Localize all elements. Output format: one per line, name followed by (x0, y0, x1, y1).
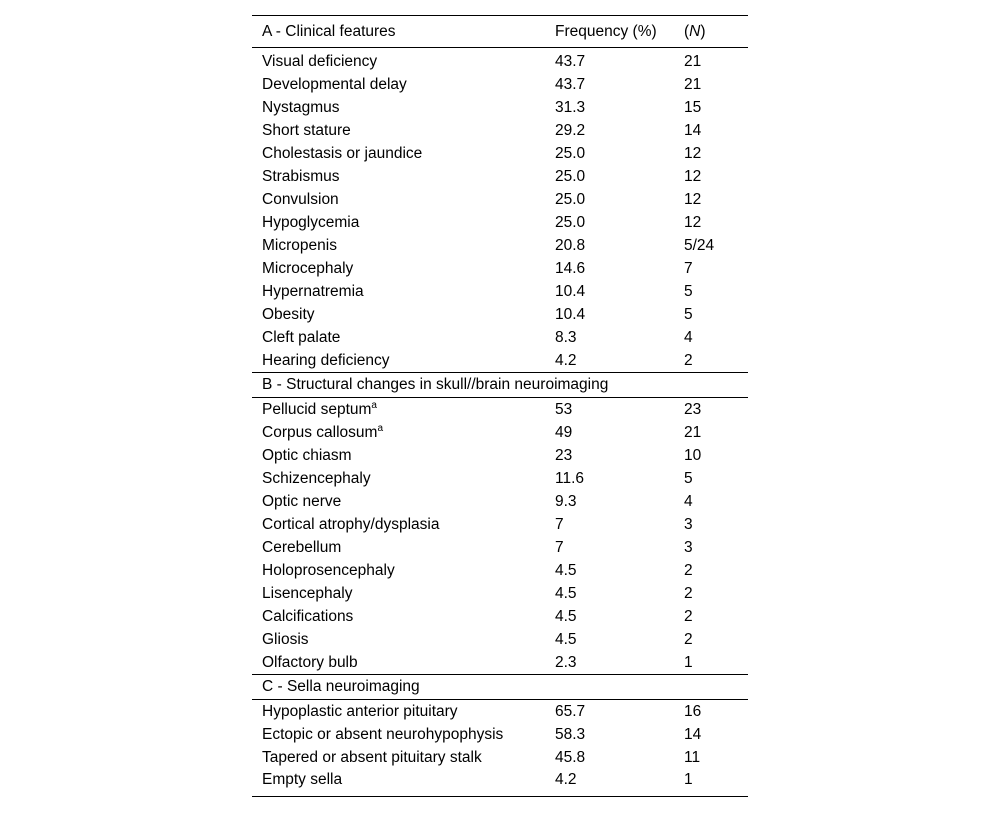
feature-label: Micropenis (262, 237, 337, 254)
n-cell: 23 (684, 401, 702, 418)
table-row (252, 48, 748, 74)
feature-cell (252, 444, 545, 467)
n-cell: 2 (684, 352, 693, 369)
table-row (252, 490, 748, 513)
table-row (252, 605, 748, 628)
header-n: (N) (684, 23, 706, 40)
feature-cell (252, 234, 545, 257)
n-cell: 21 (684, 76, 702, 93)
feature-cell (252, 326, 545, 349)
table-row (252, 628, 748, 651)
feature-label: Hypoplastic anterior pituitary (262, 703, 458, 720)
feature-cell (252, 165, 545, 188)
feature-label: Obesity (262, 306, 315, 323)
frequency-cell: 65.7 (555, 703, 586, 720)
feature-label: Cerebellum (262, 539, 342, 556)
table-header (252, 16, 748, 48)
n-cell: 12 (684, 214, 702, 231)
frequency-cell: 14.6 (555, 260, 586, 277)
feature-label: Empty sella (262, 771, 343, 788)
table-row (252, 234, 748, 257)
n-cell: 2 (684, 585, 693, 602)
feature-cell (252, 398, 545, 422)
header-frequency: Frequency (%) (555, 23, 657, 40)
frequency-cell: 45.8 (555, 749, 586, 766)
table-row (252, 582, 748, 605)
n-cell: 15 (684, 99, 702, 116)
footnote-marker: a (371, 400, 377, 411)
feature-cell (252, 73, 545, 96)
n-cell: 11 (684, 749, 701, 766)
table-row (252, 188, 748, 211)
feature-cell (252, 303, 545, 326)
feature-label: Lisencephaly (262, 585, 353, 602)
table-row (252, 257, 748, 280)
feature-label: Cholestasis or jaundice (262, 145, 423, 162)
table-row (252, 536, 748, 559)
feature-label: Nystagmus (262, 99, 340, 116)
table-row (252, 211, 748, 234)
n-cell: 1 (684, 654, 693, 671)
feature-label: Tapered or absent pituitary stalk (262, 749, 482, 766)
table-row (252, 165, 748, 188)
table-row (252, 723, 748, 746)
n-cell: 4 (684, 329, 693, 346)
feature-cell (252, 769, 545, 797)
feature-label: Cortical atrophy/dysplasia (262, 516, 440, 533)
n-cell: 10 (684, 447, 702, 464)
table-row (252, 96, 748, 119)
table-row (252, 303, 748, 326)
feature-cell (252, 628, 545, 651)
n-cell: 3 (684, 539, 693, 556)
feature-cell (252, 421, 545, 444)
table-row (252, 280, 748, 303)
n-cell: 5 (684, 283, 693, 300)
feature-label: Holoprosencephaly (262, 562, 395, 579)
n-cell: 5 (684, 306, 693, 323)
frequency-cell: 10.4 (555, 283, 586, 300)
feature-cell (252, 467, 545, 490)
frequency-cell: 29.2 (555, 122, 586, 139)
table-row (252, 769, 748, 797)
n-cell: 12 (684, 191, 702, 208)
n-cell: 2 (684, 631, 693, 648)
feature-label: Hearing deficiency (262, 352, 390, 369)
frequency-cell: 4.2 (555, 771, 577, 788)
feature-cell (252, 513, 545, 536)
frequency-cell: 49 (555, 424, 573, 441)
feature-label: Optic chiasm (262, 447, 352, 464)
feature-cell (252, 723, 545, 746)
section-title: C - Sella neuroimaging (262, 678, 420, 695)
frequency-cell: 25.0 (555, 168, 586, 185)
frequency-cell: 43.7 (555, 76, 586, 93)
n-cell: 5 (684, 470, 693, 487)
section-title: B - Structural changes in skull//brain neuroimaging (262, 376, 609, 393)
table-row (252, 326, 748, 349)
feature-label: Ectopic or absent neurohypophysis (262, 726, 504, 743)
feature-label: Developmental delay (262, 76, 407, 93)
n-cell: 5/24 (684, 237, 715, 254)
table-row (252, 73, 748, 96)
frequency-cell: 25.0 (555, 191, 586, 208)
frequency-cell: 7 (555, 539, 564, 556)
frequency-cell: 8.3 (555, 329, 577, 346)
n-cell: 3 (684, 516, 693, 533)
feature-cell (252, 490, 545, 513)
clinical-features-table (252, 15, 748, 797)
section-header-row (252, 373, 748, 398)
clinical-features-table-container (252, 15, 748, 797)
frequency-cell: 7 (555, 516, 564, 533)
feature-cell (252, 700, 545, 724)
n-cell: 7 (684, 260, 693, 277)
frequency-cell: 25.0 (555, 145, 586, 162)
table-row (252, 700, 748, 724)
header-feature: A - Clinical features (262, 23, 396, 40)
n-cell: 12 (684, 145, 702, 162)
table-row (252, 651, 748, 675)
feature-cell (252, 280, 545, 303)
table-row (252, 142, 748, 165)
frequency-cell: 4.5 (555, 585, 577, 602)
feature-label: Schizencephaly (262, 470, 371, 487)
feature-label: Corpus callosum (262, 424, 378, 441)
n-cell: 4 (684, 493, 693, 510)
frequency-cell: 4.2 (555, 352, 577, 369)
n-cell: 21 (684, 424, 702, 441)
feature-cell (252, 96, 545, 119)
frequency-cell: 58.3 (555, 726, 586, 743)
n-cell: 2 (684, 608, 693, 625)
frequency-cell: 4.5 (555, 631, 577, 648)
feature-cell (252, 746, 545, 769)
feature-cell (252, 536, 545, 559)
table-row (252, 349, 748, 373)
feature-label: Microcephaly (262, 260, 354, 277)
feature-label: Hypernatremia (262, 283, 364, 300)
feature-cell (252, 559, 545, 582)
table-row (252, 398, 748, 422)
feature-label: Calcifications (262, 608, 354, 625)
feature-label: Optic nerve (262, 493, 342, 510)
feature-cell (252, 48, 545, 74)
n-cell: 21 (684, 53, 702, 70)
frequency-cell: 43.7 (555, 53, 586, 70)
feature-label: Hypoglycemia (262, 214, 360, 231)
feature-label: Olfactory bulb (262, 654, 358, 671)
header-row (252, 16, 748, 48)
frequency-cell: 11.6 (555, 470, 585, 487)
feature-label: Strabismus (262, 168, 340, 185)
feature-cell (252, 211, 545, 234)
feature-label: Cleft palate (262, 329, 341, 346)
frequency-cell: 25.0 (555, 214, 586, 231)
table-row (252, 421, 748, 444)
frequency-cell: 9.3 (555, 493, 577, 510)
feature-label: Pellucid septum (262, 401, 372, 418)
frequency-cell: 53 (555, 401, 573, 418)
feature-label: Short stature (262, 122, 351, 139)
frequency-cell: 4.5 (555, 562, 577, 579)
frequency-cell: 2.3 (555, 654, 577, 671)
frequency-cell: 4.5 (555, 608, 577, 625)
n-cell: 12 (684, 168, 702, 185)
footnote-marker: a (377, 423, 383, 434)
feature-cell (252, 119, 545, 142)
table-row (252, 444, 748, 467)
frequency-cell: 31.3 (555, 99, 586, 116)
n-cell: 14 (684, 726, 702, 743)
table-row (252, 746, 748, 769)
feature-cell (252, 188, 545, 211)
frequency-cell: 10.4 (555, 306, 586, 323)
n-cell: 14 (684, 122, 702, 139)
feature-cell (252, 651, 545, 675)
table-row (252, 119, 748, 142)
feature-cell (252, 349, 545, 373)
table-row (252, 513, 748, 536)
feature-cell (252, 605, 545, 628)
frequency-cell: 20.8 (555, 237, 586, 254)
feature-cell (252, 142, 545, 165)
frequency-cell: 23 (555, 447, 573, 464)
feature-label: Convulsion (262, 191, 339, 208)
feature-label: Visual deficiency (262, 53, 378, 70)
feature-label: Gliosis (262, 631, 309, 648)
table-row (252, 559, 748, 582)
section-header-row (252, 675, 748, 700)
n-cell: 16 (684, 703, 702, 720)
table-row (252, 467, 748, 490)
feature-cell (252, 582, 545, 605)
feature-cell (252, 257, 545, 280)
n-cell: 2 (684, 562, 693, 579)
table-body (252, 48, 748, 797)
n-cell: 1 (684, 771, 693, 788)
